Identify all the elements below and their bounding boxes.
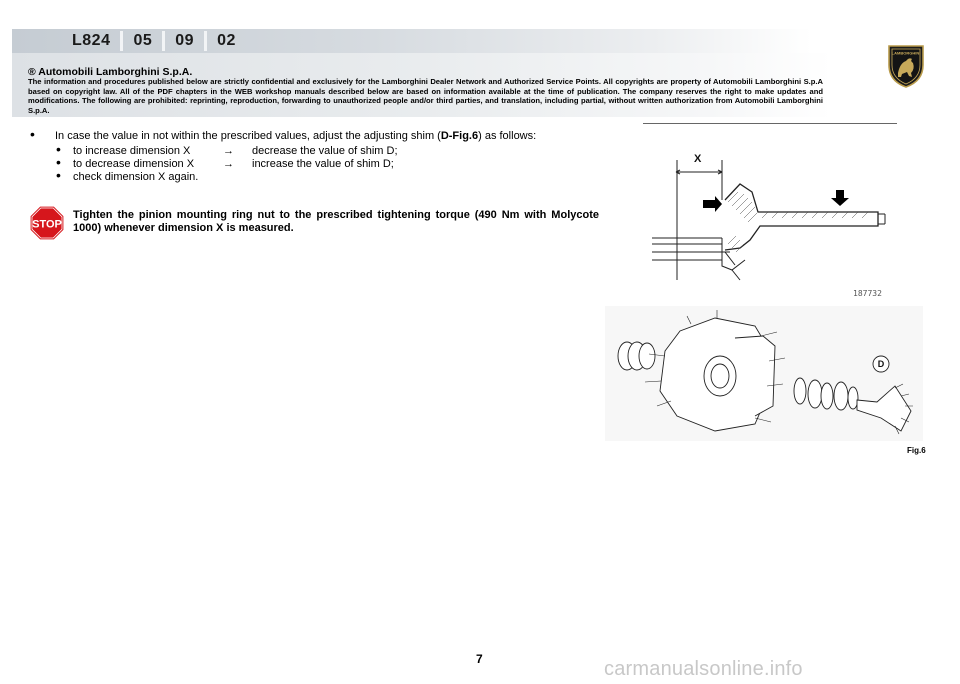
copyright-disclaimer: The information and procedures published below are strictly confidential and exclusively for the Lamborghini Dealer Network and Authorized Service Points. All copyrights are property of Automobili Lamborghini S.p.A based on copyright law. All of the PDF chapters in the WEB workshop manuals described below are based on information available at the time of publication. The company reserves the right to make updates and modifications. The following are prohibited: reprinting, reproduction, forwarding to unauthorized people and/or third parties, and translation, including partial, without written authorization from Automobili Lamborghini S.p.A. xyxy=(28,77,823,115)
intro-figure-ref: D-Fig.6 xyxy=(440,130,479,142)
document-codes xyxy=(72,31,236,51)
svg-text:LAMBORGHINI: LAMBORGHINI xyxy=(891,50,921,56)
bullet-icon: • xyxy=(56,167,61,183)
pinion-dimension-drawing xyxy=(640,140,902,300)
intro-suffix: ) as follows: xyxy=(478,130,537,142)
svg-text:D: D xyxy=(877,359,885,369)
step-condition: to increase dimension X xyxy=(73,145,191,157)
step-action: decrease the value of shim D; xyxy=(252,145,398,157)
bullet-icon: • xyxy=(56,141,61,157)
company-name: ® Automobili Lamborghini S.p.A. xyxy=(28,66,193,78)
code-group: 05 xyxy=(133,32,153,49)
page-number: 7 xyxy=(476,652,483,666)
code-separator xyxy=(120,31,123,51)
figure-divider xyxy=(643,123,897,124)
code-page: 02 xyxy=(217,32,236,49)
arrow-right-icon: → xyxy=(223,145,234,157)
stop-warning-text: Tighten the pinion mounting ring nut to the prescribed tightening torque (490 Nm with Molycote 1000) whenever dimension X is measured. xyxy=(73,209,599,234)
code-section: 09 xyxy=(175,32,195,49)
svg-text:X: X xyxy=(694,153,702,165)
intro-instruction xyxy=(55,130,536,142)
code-model: L824 xyxy=(72,32,111,49)
svg-text:STOP: STOP xyxy=(32,218,62,231)
figure-caption: Fig.6 xyxy=(907,446,926,455)
code-separator xyxy=(204,31,207,51)
drawing-reference-code: 187732 xyxy=(853,289,882,298)
intro-prefix: In case the value in not within the prescribed values, adjust the adjusting shim ( xyxy=(55,130,441,142)
step-condition: to decrease dimension X xyxy=(73,158,195,170)
stop-sign-icon xyxy=(29,205,65,241)
gearbox-exploded-view xyxy=(605,306,923,441)
code-separator xyxy=(162,31,165,51)
bullet-icon: • xyxy=(30,126,35,142)
arrow-right-icon: → xyxy=(223,158,234,170)
step-action: increase the value of shim D; xyxy=(252,158,394,170)
watermark: carmanualsonline.info xyxy=(604,658,803,680)
lamborghini-logo-icon xyxy=(887,43,925,89)
bullet-icon: • xyxy=(56,154,61,170)
step-condition: check dimension X again. xyxy=(73,171,199,183)
